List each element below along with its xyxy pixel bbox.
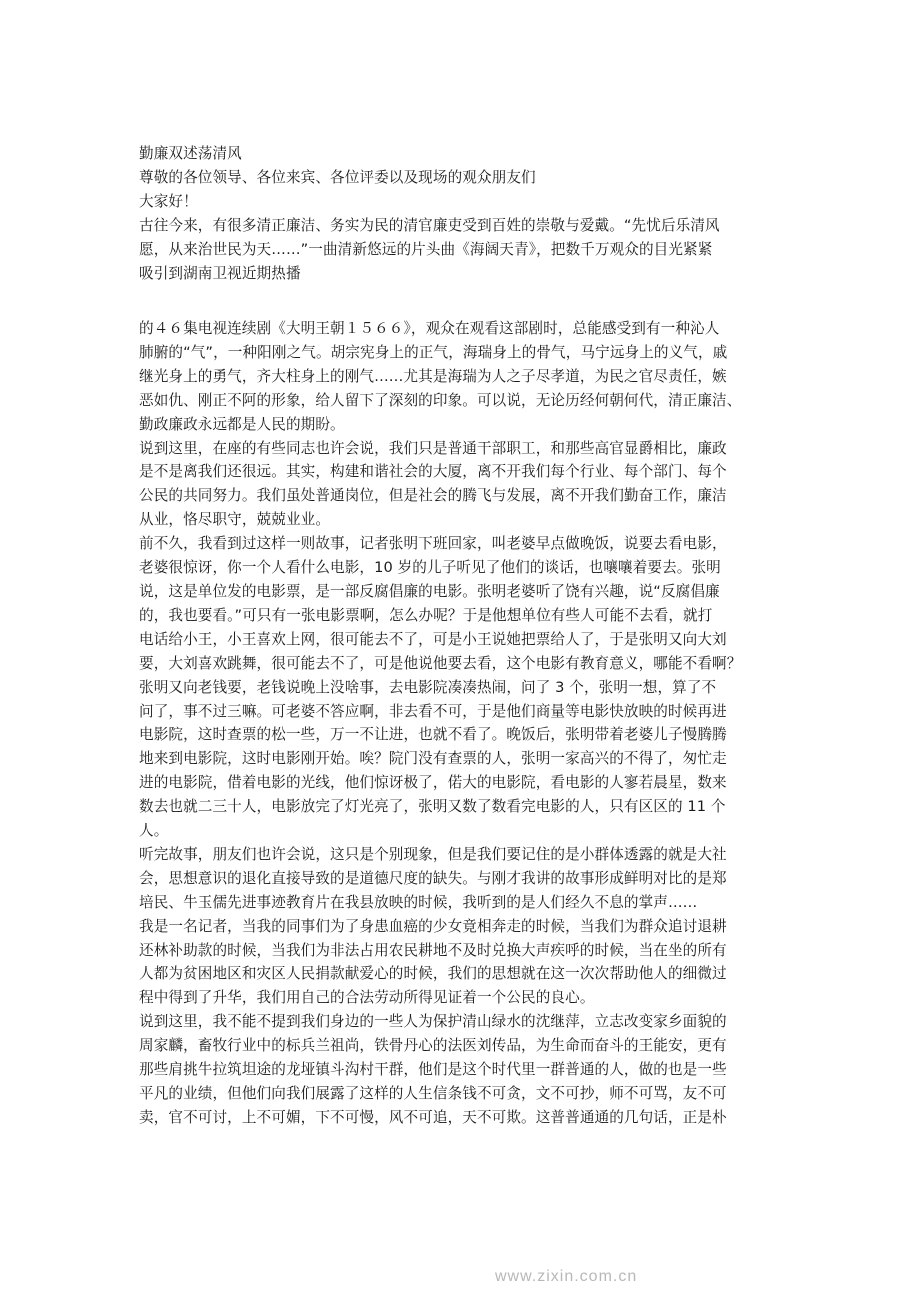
- text-line: 数去也就二三十人，电影放完了灯光亮了，张明又数了数看完电影的人，只有区区的 11 个: [139, 798, 726, 816]
- text-line: 要，大刘喜欢跳舞，很可能去不了，可是他说他要去看，这个电影有教育意义，哪能不看啊？: [139, 654, 742, 672]
- text-line: 恶如仇、刚正不阿的形象，给人留下了深刻的印象。可以说，无论历经何朝何代，清正廉洁、: [139, 391, 742, 409]
- text-line: 老婆很惊讶，你一个人看什么电影，10 岁的儿子听见了他们的谈话，也嚷嚷着要去。张明: [139, 559, 721, 577]
- text-line: 程中得到了升华，我们用自己的合法劳动所得见证着一个公民的良心。: [139, 989, 595, 1007]
- watermark: www.zixin.com.cn: [495, 1268, 638, 1285]
- paragraph: [139, 532, 795, 843]
- text-line: 从业，恪尽职守，兢兢业业。: [139, 511, 331, 529]
- paragraph: [139, 437, 795, 533]
- text-line: 前不久，我看到过这样一则故事，记者张明下班回家，叫老婆早点做晚饭，说要去看电影，: [139, 535, 727, 553]
- document-body: [139, 317, 795, 1130]
- text-line: 说到这里，我不能不提到我们身边的一些人为保护清山绿水的沈继萍，立志改变家乡面貌的: [139, 1013, 727, 1031]
- text-line: 还林补助款的时候，当我们为非法占用农民耕地不及时兑换大声疾呼的时候，当在坐的所有: [139, 941, 727, 959]
- text-line: 公民的共同努力。我们虽处普通岗位，但是社会的腾飞与发展，离不开我们勤奋工作，廉洁: [139, 487, 727, 505]
- text-line: 吸引到湖南卫视近期热播: [139, 264, 301, 282]
- greeting: 大家好！: [139, 192, 198, 210]
- salutation: 尊敬的各位领导、各位来宾、各位评委以及现场的观众朋友们: [139, 168, 536, 186]
- text-line: 那些肩挑牛拉筑坦途的龙垭镇斗沟村干群，他们是这个时代里一群普通的人，做的也是一些: [139, 1061, 727, 1079]
- text-line: 愿，从来治世民为天……”一曲清新悠远的片头曲《海阔天青》，把数千万观众的目光紧紧: [139, 240, 713, 258]
- paragraph: [139, 1010, 795, 1130]
- text-line: 勤政廉政永远都是人民的期盼。: [139, 415, 345, 433]
- document-header: [139, 142, 795, 285]
- paragraph: [139, 843, 795, 915]
- text-line: 的４６集电视连续剧《大明王朝１５６６》，观众在观看这部剧时，总能感受到有一种沁人: [139, 320, 720, 337]
- text-line: 卖，官不可讨，上不可媚，下不可慢，风不可追，天不可欺。这普普通通的几句话，正是朴: [139, 1108, 727, 1126]
- text-line: 问了，事不过三嘛。可老婆不答应啊，非去看不可，于是他们商量等电影快放映的时候再进: [139, 702, 727, 720]
- text-line: 张明又向老钱要，老钱说晚上没啥事，去电影院凑凑热闹，问了 3 个，张明一想，算了不: [139, 678, 717, 696]
- paragraph: [139, 317, 795, 437]
- text-line: 人。: [139, 822, 169, 840]
- text-line: 周家麟，畜牧行业中的标兵兰祖尚，铁骨丹心的法医刘传品，为生命而奋斗的王能安，更有: [139, 1037, 727, 1055]
- text-line: 会，思想意识的退化直接导致的是道德尺度的缺失。与刚才我讲的故事形成鲜明对比的是郑: [139, 869, 727, 887]
- text-line: 说到这里，在座的有些同志也许会说，我们只是普通干部职工，和那些高官显爵相比，廉政: [139, 439, 727, 457]
- text-line: 古往今来，有很多清正廉洁、务实为民的清官廉吏受到百姓的崇敬与爱戴。“先忧后乐清风: [139, 216, 720, 234]
- text-line: 进的电影院，借着电影的光线，他们惊讶极了，偌大的电影院，看电影的人寥若晨星，数来: [139, 774, 727, 792]
- text-line: 平凡的业绩，但他们向我们展露了这样的人生信条钱不可贪，文不可抄，师不可骂，友不可: [139, 1085, 727, 1102]
- text-line: 说，这是单位发的电影票，是一部反腐倡廉的电影。张明老婆听了饶有兴趣，说“反腐倡廉: [139, 582, 720, 600]
- text-line: 人都为贫困地区和灾区人民捐款献爱心的时候，我们的思想就在这一次次帮助他人的细微过: [139, 965, 727, 983]
- text-line: 的，我也要看。”可只有一张电影票啊，怎么办呢？于是他想单位有些人可能不去看，就打: [139, 606, 713, 624]
- text-line: 培民、牛玉儒先进事迹教育片在我县放映的时候，我听到的是人们经久不息的掌声……: [139, 893, 698, 911]
- text-line: 继光身上的勇气，齐大柱身上的刚气……尤其是海瑞为人之子尽孝道，为民之官尽责任，嫉: [139, 367, 727, 385]
- document-title: 勤廉双述荡清风: [139, 145, 242, 162]
- intro-paragraph: [139, 214, 795, 286]
- text-line: 肺腑的“气”，一种阳刚之气。胡宗宪身上的正气，海瑞身上的骨气，马宁远身上的义气，戚: [139, 343, 728, 361]
- paragraph: [139, 915, 795, 1011]
- text-line: 我是一名记者，当我的同事们为了身患血癌的少女竟相奔走的时候，当我们为群众追讨退耕: [139, 917, 727, 935]
- text-line: 电话给小王，小王喜欢上网，很可能去不了，可是小王说她把票给人了，于是张明又向大刘: [139, 630, 727, 648]
- text-line: 是不是离我们还很远。其实，构建和谐社会的大厦，离不开我们每个行业、每个部门、每个: [139, 463, 727, 481]
- text-line: 听完故事，朋友们也许会说，这只是个别现象，但是我们要记住的是小群体透露的就是大社: [139, 845, 727, 863]
- text-line: 电影院，这时查票的松一些，万一不让进，也就不看了。晚饭后，张明带着老婆儿子慢腾腾: [139, 726, 727, 744]
- text-line: 地来到电影院，这时电影刚开始。唉？院门没有查票的人，张明一家高兴的不得了，匆忙走: [139, 750, 727, 768]
